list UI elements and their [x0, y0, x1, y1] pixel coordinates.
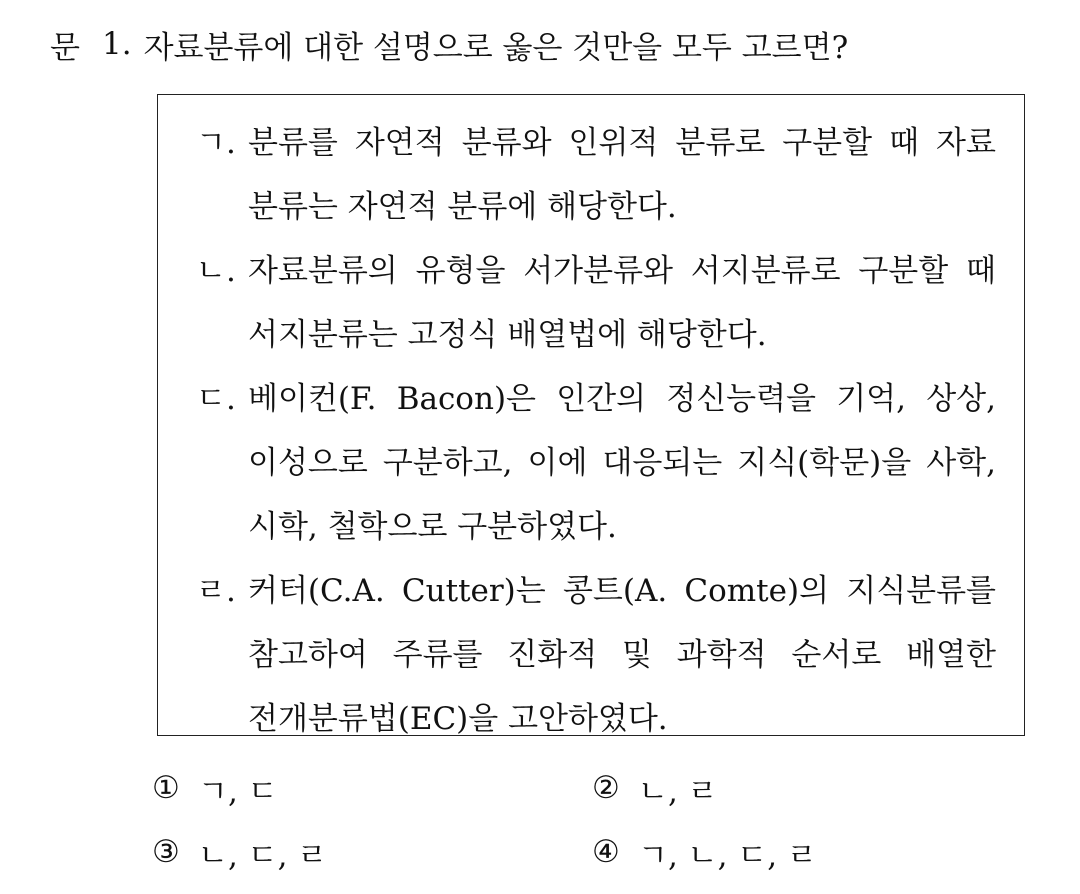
word: 배열한	[906, 636, 996, 673]
word: 인간의	[556, 380, 647, 417]
statement-text: 분류는 자연적 분류에 해당한다.	[248, 188, 677, 225]
answer-options	[152, 756, 1032, 884]
word: 지식(학문)을	[737, 444, 912, 481]
word: 대응되는	[602, 444, 723, 481]
statement-marker: ㄴ.	[196, 252, 236, 289]
question-stem	[50, 16, 1050, 72]
word: 및	[621, 636, 652, 673]
statement-marker: ㄷ.	[196, 380, 236, 417]
statement-text: 시학, 철학으로 구분하였다.	[248, 508, 617, 545]
statement-line	[196, 299, 996, 363]
option-number: ④	[592, 834, 620, 870]
statement-text	[248, 373, 996, 418]
word: 주류를	[392, 636, 483, 673]
statement-line	[196, 555, 996, 619]
statement-line	[196, 427, 996, 491]
answer-option-2[interactable]	[592, 766, 1032, 811]
option-text: ㄱ, ㄴ, ㄷ, ㄹ	[638, 837, 817, 874]
word: 유형을	[415, 252, 506, 289]
option-text: ㄱ, ㄷ	[198, 773, 278, 810]
word: 참고하여	[248, 636, 368, 673]
word: 순서로	[791, 636, 882, 673]
statement-text	[248, 565, 996, 610]
word: Bacon)은	[396, 380, 536, 417]
word: 구분하고,	[382, 444, 513, 481]
word: 상상,	[926, 380, 996, 417]
statement-box	[157, 94, 1025, 736]
word: 자연적	[354, 124, 445, 161]
answer-option-3[interactable]	[152, 830, 592, 875]
word: 구분할	[858, 252, 949, 289]
statement-text	[248, 437, 996, 482]
word: 분류를	[248, 124, 338, 161]
word: 분류와	[461, 124, 552, 161]
statement-item	[196, 107, 996, 235]
statement-line	[196, 683, 996, 747]
word: 자료	[936, 124, 996, 161]
statement-item	[196, 555, 996, 747]
statement-text	[248, 245, 996, 290]
options-row	[152, 820, 1032, 884]
word: 과학적	[676, 636, 767, 673]
word: 서가분류와	[523, 252, 673, 289]
statement-line	[196, 171, 996, 235]
word: 지식분류를	[846, 572, 996, 609]
word: 이성으로	[248, 444, 368, 481]
word: 기억,	[836, 380, 906, 417]
statement-text: 전개분류법(EC)을 고안하였다.	[248, 700, 668, 737]
statement-item	[196, 235, 996, 363]
word: 정신능력을	[666, 380, 816, 417]
word: 이에	[527, 444, 588, 481]
word: 인위적	[568, 124, 659, 161]
statement-marker: ㄱ.	[196, 124, 236, 161]
option-number: ①	[152, 770, 180, 806]
word: 커터(C.A.	[248, 572, 385, 609]
word: 사학,	[926, 444, 996, 481]
option-number: ③	[152, 834, 180, 870]
statement-marker: ㄹ.	[196, 572, 236, 609]
answer-option-1[interactable]	[152, 766, 592, 811]
word: 베이컨(F.	[248, 380, 377, 417]
word: 진화적	[507, 636, 598, 673]
word: 콩트(A.	[562, 572, 668, 609]
question-number: 1.	[102, 26, 132, 62]
word: 때	[889, 124, 920, 161]
statement-text	[248, 629, 996, 674]
statement-text	[248, 117, 996, 162]
statement-line	[196, 619, 996, 683]
word: 자료분류의	[248, 252, 398, 289]
answer-option-4[interactable]	[592, 830, 1032, 875]
statement-line	[196, 107, 996, 171]
statement-line	[196, 235, 996, 299]
statement-item	[196, 363, 996, 555]
word: 서지분류로	[690, 252, 841, 289]
word: Comte)의	[684, 572, 830, 609]
question-label: 문	[50, 29, 80, 66]
option-number: ②	[592, 770, 620, 806]
option-text: ㄴ, ㄹ	[638, 773, 718, 810]
word: 때	[966, 252, 996, 289]
word: Cutter)는	[401, 572, 546, 609]
options-row	[152, 756, 1032, 820]
statement-text: 서지분류는 고정식 배열법에 해당한다.	[248, 316, 767, 353]
option-text: ㄴ, ㄷ, ㄹ	[198, 837, 328, 874]
question-text: 자료분류에 대한 설명으로 옳은 것만을 모두 고르면?	[143, 29, 849, 66]
statement-line	[196, 491, 996, 555]
statement-line	[196, 363, 996, 427]
word: 구분할	[782, 124, 873, 161]
word: 분류로	[675, 124, 766, 161]
